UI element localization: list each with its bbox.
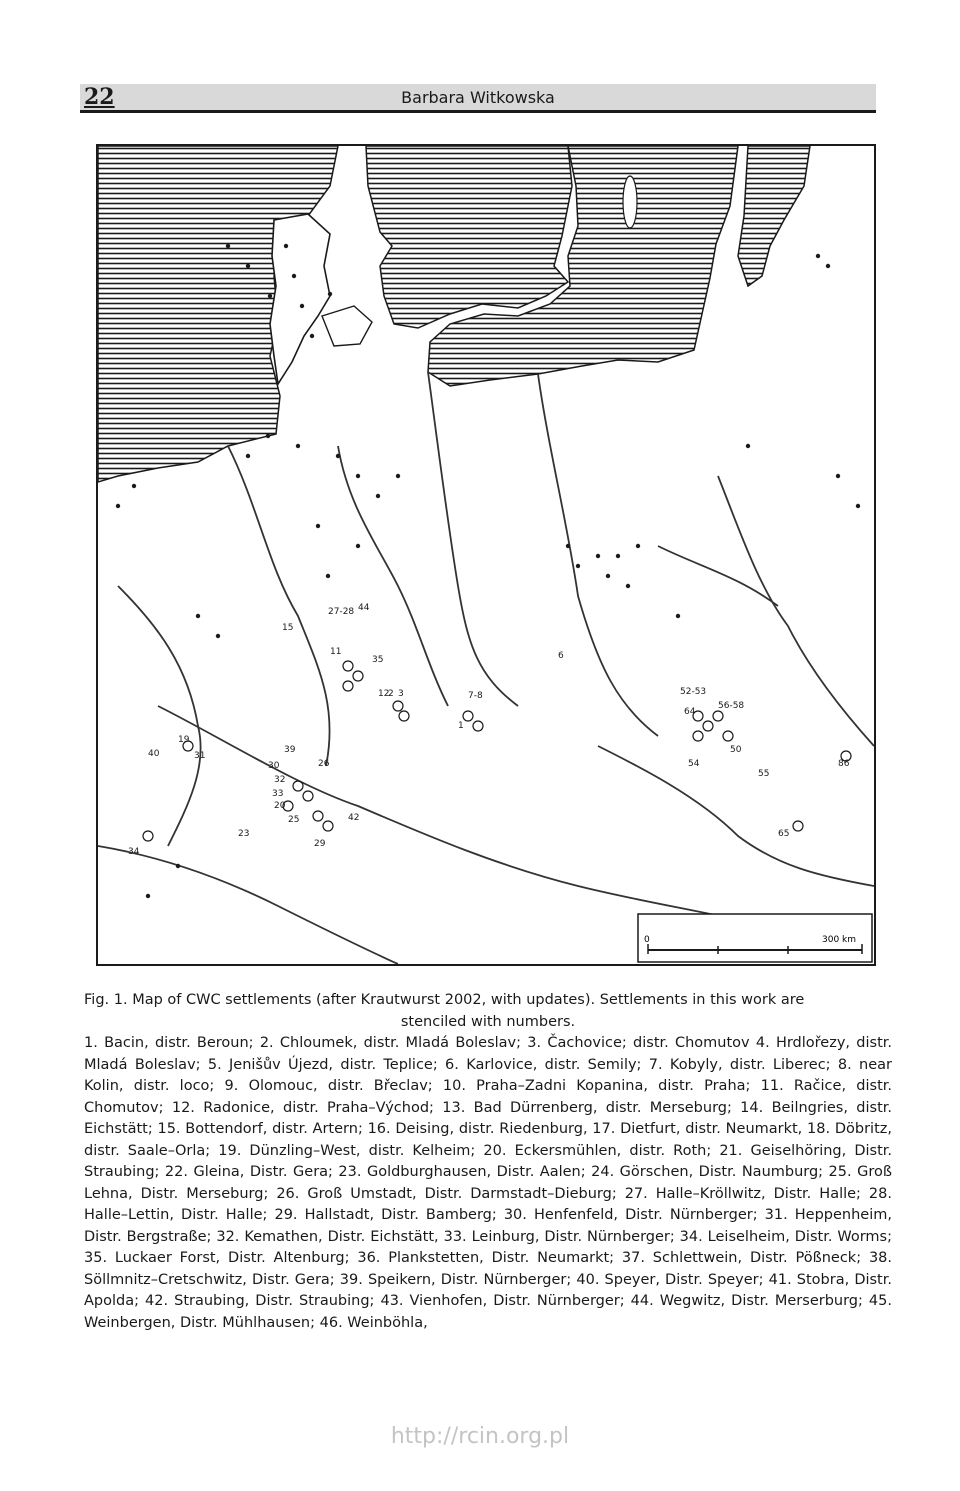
site-label: 65 (778, 829, 790, 839)
site-label: 42 (348, 813, 360, 823)
site-label: 52-53 (680, 687, 707, 697)
site-label: 34 (128, 847, 140, 857)
site-label: 33 (272, 789, 284, 799)
site-label: 11 (330, 647, 342, 657)
settlement-list: 1. Bacin, distr. Beroun; 2. Chloumek, distr. Mladá Boleslav; 3. Čachovice; distr. Chomutov 4. Hrdlořezy, distr. Mladá Boleslav; 5. Jenišův Újezd, distr. Teplice; 6. Karlovice, distr. Semily; 7. Kobyly, distr. Liberec; 8. near Kolin, distr. loco; 9. Olomouc, distr. Břeclav; 10. Praha–Zadni Kopanina, distr. Praha; 11. Račice, distr. Chomutov; 12. Radonice, distr. Praha–Východ; 13. Bad Dürrenberg, distr. Merseburg; 14. Beilngries, distr. Eichstätt; 15. Bottendorf, distr. Artern; 16. Deising, distr. Riedenburg, 17. Dietfurt, distr. Neumarkt, 18. Döbritz, distr. Saale–Orla; 19. Dünzling–West, distr. Kelheim; 20. Eckersmühlen, distr. Roth; 21. Geiselhöring, Distr. Straubing; 22. Gleina, Distr. Gera; 23. Goldburghausen, Distr. Aalen; 24. Görschen, Distr. Naumburg; 25. Groß Lehna, Distr. Merseburg; 26. Groß Umstadt, Distr. Darmstadt–Dieburg; 27. Halle–Kröllwitz, Distr. Halle; 28. Halle–Lettin, Distr. Halle; 29. Hallstadt, Distr. Bamberg; 30. Henfenfeld, Distr. Nürnberger; 31. Heppenheim, Distr. Bergstraße; 32. Kemathen, Distr. Eichstätt, 33. Leinburg, Distr. Nürnberger; 34. Leiselheim, Distr. Worms; 35. Luckaer Forst, Distr. Altenburg; 36. Plankstetten, Distr. Neumarkt; 37. Schlettwein, Distr. Pößneck; 38. Söllmnitz–Cretschwitz, Distr. Gera; 39. Speikern, Distr. Nürnberger; 40. Speyer, Distr. Speyer; 41. Stobra, Distr. Apolda; 42. Straubing, Distr. Straubing; 43. Vienhofen, Distr. Nürnberger; 44. Wegwitz, Distr. Merserburg; 45. Weinbergen, Distr. Mühlhausen; 46. Weinböhla, (84, 1035, 892, 1331)
site-label: 19 (178, 735, 190, 745)
settlement-map (96, 144, 876, 966)
site-label: 6 (558, 651, 564, 661)
site-label: 27-28 (328, 607, 355, 617)
site-label: 86 (838, 759, 850, 769)
map-svg (98, 146, 874, 964)
site-label: 50 (730, 745, 742, 755)
site-label: 44 (358, 603, 370, 613)
page-number: 22 (84, 84, 115, 110)
site-label: 15 (282, 623, 294, 633)
site-label: 7-8 (468, 691, 483, 701)
caption-title-line: Map of CWC settlements (after Krautwurst 2002, with updates). Settlements in this work are (132, 992, 805, 1008)
site-number-labels (128, 603, 850, 857)
site-label: 32 (274, 775, 286, 785)
caption-title-line2: stenciled with numbers. (400, 1013, 576, 1030)
site-label: 25 (288, 815, 300, 825)
site-label: 40 (148, 749, 160, 759)
site-label: 39 (284, 745, 296, 755)
site-label: 26 (318, 759, 330, 769)
site-label: 12 (378, 689, 390, 699)
site-label: 54 (688, 759, 700, 769)
page-header (80, 84, 876, 113)
gotland-island (623, 176, 637, 228)
figure-label: Fig. 1. (84, 992, 128, 1008)
site-label: 35 (372, 655, 384, 665)
site-label: 30 (268, 761, 280, 771)
site-label: 2 (388, 689, 394, 699)
rivers (98, 372, 874, 964)
site-label: 1 (458, 721, 464, 731)
baltic-sea-west (366, 146, 572, 328)
site-label: 64 (684, 707, 696, 717)
site-label: 23 (238, 829, 250, 839)
gulf-of-bothnia (738, 146, 810, 286)
site-label: 31 (194, 751, 206, 761)
scale-bar (638, 914, 872, 962)
jutland-land (270, 214, 330, 384)
site-label: 56-58 (718, 701, 745, 711)
site-label: 20 (274, 801, 286, 811)
figure-caption (84, 990, 892, 1334)
site-label: 55 (758, 769, 770, 779)
scale-zero: 0 (644, 935, 650, 945)
source-url: http://rcin.org.pl (390, 1424, 570, 1449)
site-label: 3 (398, 689, 404, 699)
site-label: 29 (314, 839, 326, 849)
running-head: Barbara Witkowska (401, 88, 555, 107)
caption-title (84, 990, 892, 1012)
scale-label: 300 km (822, 935, 857, 945)
zealand-land (322, 306, 372, 346)
